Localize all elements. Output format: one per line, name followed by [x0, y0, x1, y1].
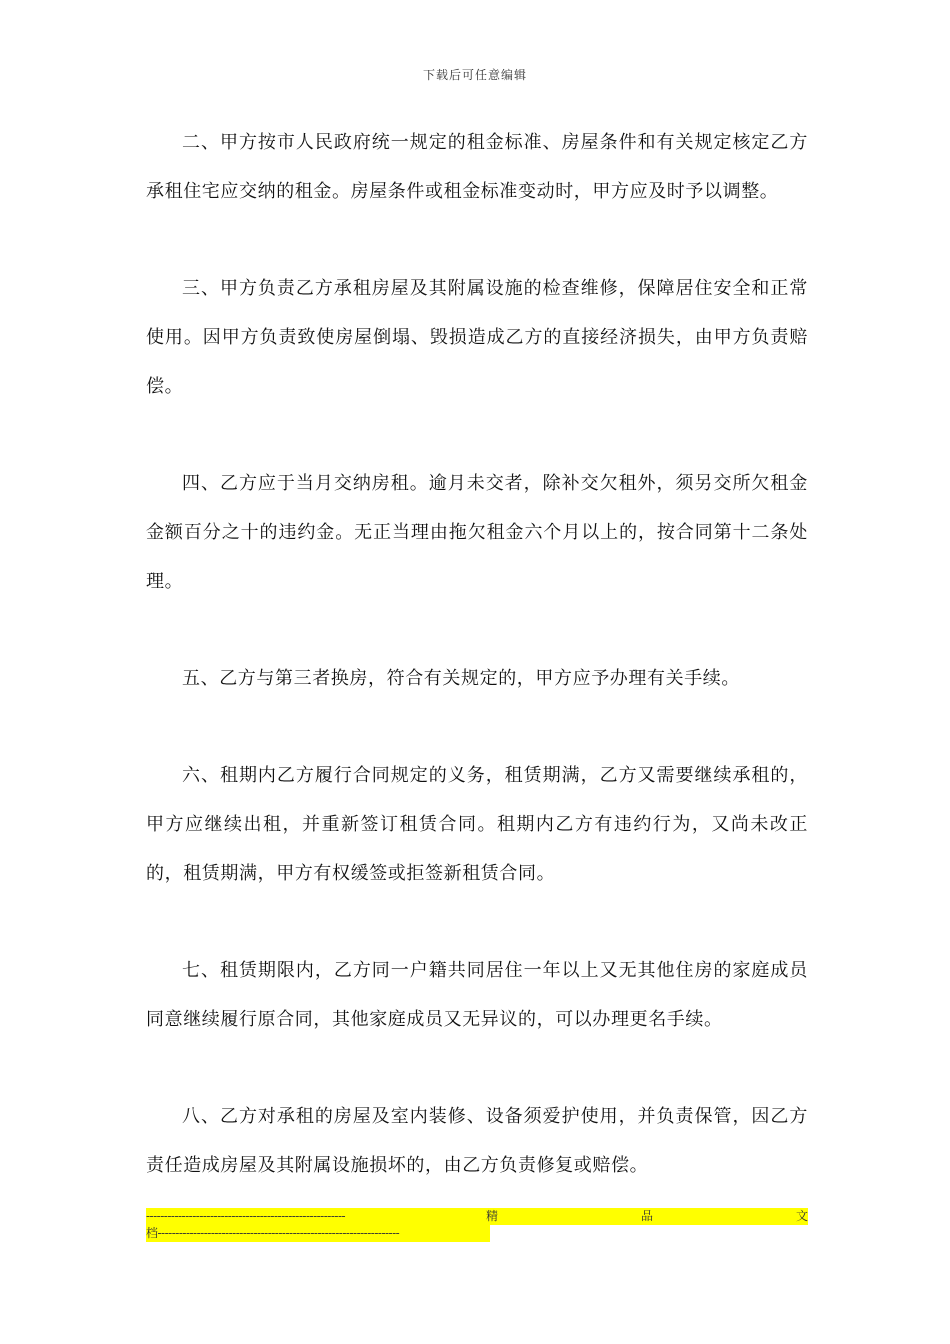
footer-line-2: 档-------------------------------------------------------------------- [146, 1225, 490, 1242]
footer-dashes: -------------------------------------------------------- [146, 1209, 346, 1223]
clause-5: 五、乙方与第三者换房，符合有关规定的，甲方应予办理有关手续。 [182, 668, 740, 689]
footer-char-wen: 文 [795, 1209, 808, 1223]
footer-char-jing: 精 [486, 1209, 499, 1223]
document-body [146, 118, 808, 1238]
footer-spread-text [436, 1208, 808, 1225]
clause-7: 七、租赁期限内，乙方同一户籍共同居住一年以上又无其他住房的家庭成员同意继续履行原合同，其他家庭成员又无异议的，可以办理更名手续。 [146, 960, 808, 1030]
footer-char-pin: 品 [640, 1209, 653, 1223]
clause-3: 三、甲方负责乙方承租房屋及其附属设施的检查维修，保障居住安全和正常使用。因甲方负责致使房屋倒塌、毁损造成乙方的直接经济损失，由甲方负责赔偿。 [146, 278, 808, 397]
clause-4: 四、乙方应于当月交纳房租。逾月未交者，除补交欠租外，须另交所欠租金金额百分之十的违约金。无正当理由拖欠租金六个月以上的，按合同第十二条处理。 [146, 473, 808, 592]
clause-2: 二、甲方按市人民政府统一规定的租金标准、房屋条件和有关规定核定乙方承租住宅应交纳的租金。房屋条件或租金标准变动时，甲方应及时予以调整。 [146, 132, 808, 202]
footer-line-1 [146, 1208, 808, 1225]
clause-8: 八、乙方对承租的房屋及室内装修、设备须爱护使用，并负责保管，因乙方责任造成房屋及其附属设施损坏的，由乙方负责修复或赔偿。 [146, 1106, 808, 1176]
page-footer-banner [146, 1208, 808, 1247]
page-header: 下载后可任意编辑 [422, 68, 527, 82]
clause-6: 六、租期内乙方履行合同规定的义务，租赁期满，乙方又需要继续承租的，甲方应继续出租，并重新签订租赁合同。租期内乙方有违约行为，又尚未改正的，租赁期满，甲方有权缓签或拒签新租赁合同。 [146, 765, 808, 884]
